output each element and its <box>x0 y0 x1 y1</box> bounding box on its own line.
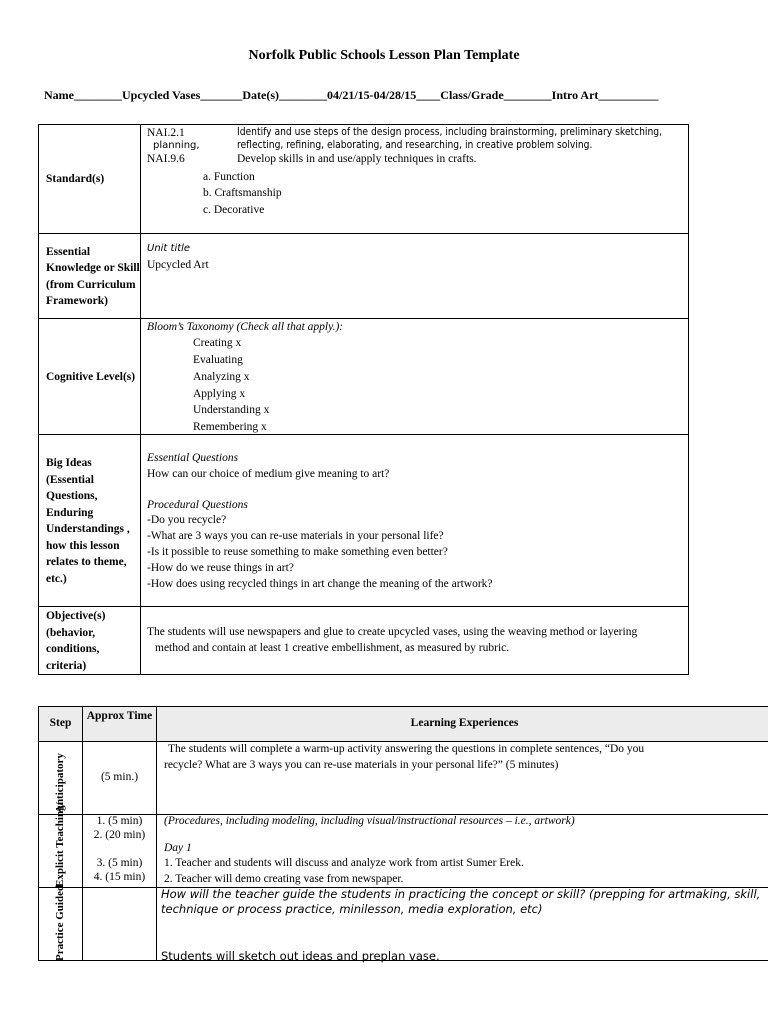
blooms-heading: Bloom’s Taxonomy (Check all that apply.): <box>147 321 344 333</box>
standard-sub-item: c. Decorative <box>203 203 265 216</box>
guided-text: Students will sketch out ideas and preplan vase. <box>161 949 440 963</box>
standard-sub-item: b. Craftsmanship <box>203 187 282 200</box>
time-anticipatory: (5 min.) <box>100 771 139 783</box>
procedural-questions-heading: Procedural Questions <box>147 498 248 511</box>
step-header: Step <box>49 717 72 729</box>
step-explicit-teaching: Explicit Teaching/ <box>54 802 66 887</box>
guided-prompt <box>161 887 768 917</box>
essential-knowledge-content <box>147 241 682 274</box>
guided-prompt-line: How will the teacher guide the students in practicing the concept or skill? (prepping for artmaking, skill, <box>161 887 761 901</box>
standard-text: Develop skills in and use/apply techniques in crafts. <box>237 153 477 165</box>
objectives-content <box>147 624 682 657</box>
standard-text: Identify and use steps of the design process, including brainstorming, preliminary sketching, <box>237 127 663 138</box>
bloom-level: Remembering x <box>193 421 267 434</box>
anticipatory-text <box>164 741 768 773</box>
standard-cont-left: planning, <box>153 140 200 151</box>
day-label: Day 1 <box>164 841 192 854</box>
standards-row <box>39 125 688 233</box>
bloom-level: Evaluating <box>193 354 243 367</box>
document-title: Norfolk Public Schools Lesson Plan Template <box>248 48 520 63</box>
essential-questions-heading: Essential Questions <box>147 452 239 464</box>
big-ideas-label: Big Ideas (Essential Questions, Enduring Understandings , how this lesson relates to theme, etc.) <box>39 435 141 607</box>
standards-label: Standard(s) <box>39 125 141 233</box>
objectives-label: Objective(s) (behavior, conditions, criteria) <box>39 607 141 675</box>
time-item: 1. (5 min) <box>96 815 143 827</box>
learning-experiences-table <box>38 706 768 961</box>
standard-sub-item: a. Function <box>203 171 255 183</box>
objective-text-cont: method and contain at least 1 creative embellishment, as measured by rubric. <box>155 642 510 655</box>
essential-knowledge-label: Essential Knowledge or Skill (from Curriculum Framework) <box>39 234 141 319</box>
time-item: 3. (5 min) <box>96 857 143 869</box>
standards-content <box>147 127 682 218</box>
explicit-content <box>164 814 768 887</box>
procedural-question: -How do we reuse things in art? <box>147 561 294 574</box>
bloom-level: Creating x <box>193 337 242 350</box>
name-date-class-line: Name________Upcycled Vases_______Date(s)________04/21/15-04/28/15____Class/Grade________Intro Art__________ <box>44 88 659 102</box>
anticipatory-line: recycle? What are 3 ways you can re-use materials in your personal life?” (5 minutes) <box>164 759 559 771</box>
time-header: Approx Time <box>86 710 153 722</box>
procedural-question: -Is it possible to reuse something to make something even better? <box>147 545 448 558</box>
teaching-step: 1. Teacher and students will discuss and analyze work from artist Sumer Erek. <box>164 857 524 869</box>
unit-title-label: Unit title <box>147 243 191 254</box>
time-item: 2. (20 min) <box>93 829 146 841</box>
standard-code: NAI.2.1 <box>147 127 185 139</box>
objectives-row <box>39 606 688 675</box>
explicit-times <box>83 814 156 887</box>
bloom-level: Analyzing x <box>193 370 250 383</box>
bloom-level: Applying x <box>193 387 246 400</box>
essential-knowledge-row <box>39 233 688 319</box>
procedural-question: -What are 3 ways you can re-use materials in your personal life? <box>147 530 444 543</box>
big-ideas-content <box>147 451 682 592</box>
standard-code: NAI.9.6 <box>147 153 185 165</box>
procedures-note: (Procedures, including modeling, including visual/instructional resources – i.e., artwork) <box>164 815 575 827</box>
standard-cont-text: reflecting, refining, elaborating, and researching, in creative problem solving. <box>237 140 593 151</box>
objective-text: The students will use newspapers and glue to create upcycled vases, using the weaving method or layering <box>147 626 638 638</box>
unit-title: Upcycled Art <box>147 259 209 272</box>
experiences-header: Learning Experiences <box>410 717 519 729</box>
step-anticipatory: Anticipatory <box>54 753 66 813</box>
cognitive-label: Cognitive Level(s) <box>39 319 141 435</box>
cognitive-content <box>147 319 682 436</box>
teaching-step: 2. Teacher will demo creating vase from newspaper. <box>164 872 404 885</box>
anticipatory-line: The students will complete a warm-up activity answering the questions in complete sentences, “Do you <box>168 743 645 755</box>
cognitive-row <box>39 318 688 435</box>
essential-question: How can our choice of medium give meaning to art? <box>147 467 390 480</box>
procedural-question: -How does using recycled things in art change the meaning of the artwork? <box>147 577 493 590</box>
procedural-question: -Do you recycle? <box>147 514 227 527</box>
bloom-level: Understanding x <box>193 404 270 417</box>
guided-prompt-line: technique or process practice, minilesson, media exploration, etc) <box>161 902 543 916</box>
time-item: 4. (15 min) <box>93 871 146 883</box>
big-ideas-row <box>39 434 688 607</box>
lesson-plan-table <box>38 124 689 675</box>
step-guided-practice: Practice Guided <box>54 884 66 961</box>
